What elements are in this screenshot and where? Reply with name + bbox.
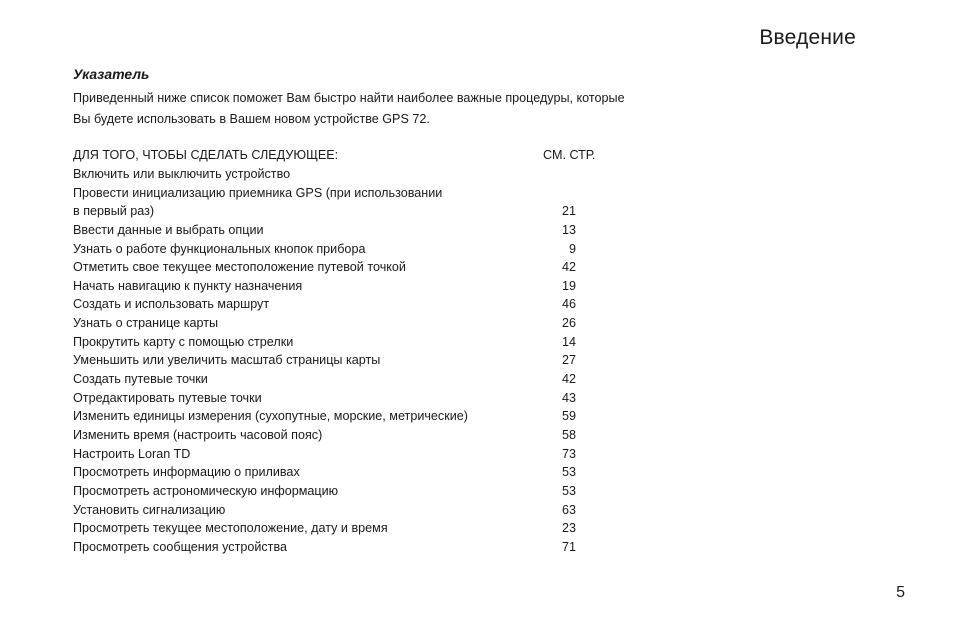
index-row-page: 13 — [561, 222, 576, 237]
index-row — [73, 165, 593, 184]
index-row — [73, 519, 593, 538]
index-row-text: Отредактировать путевые точки — [73, 390, 262, 405]
index-row-text: Отметить свое текущее местоположение путевой точкой — [73, 260, 406, 275]
index-row — [73, 426, 593, 445]
index-row-page: 19 — [561, 278, 576, 293]
index-row-text: Создать путевые точки — [73, 372, 208, 387]
intro-paragraph — [73, 88, 713, 130]
index-row-text: Установить сигнализацию — [73, 502, 226, 517]
index-row-text: Включить или выключить устройство — [73, 167, 291, 181]
index-row — [73, 295, 593, 314]
index-row — [73, 407, 593, 426]
index-row-text: Настроить Loran TD — [73, 446, 191, 461]
index-row — [73, 240, 593, 259]
index-row-page: 71 — [561, 539, 576, 554]
index-row-page: 23 — [561, 521, 576, 536]
index-row-text: Начать навигацию к пункту назначения — [73, 278, 303, 293]
index-row-text: в первый раз) — [73, 204, 155, 219]
index-row-page: 59 — [561, 409, 576, 424]
index-row-page: 43 — [561, 390, 576, 405]
index-row-page — [546, 184, 593, 203]
index-row — [73, 314, 593, 333]
intro-line: Вы будете использовать в Вашем новом устройстве GPS 72. — [73, 112, 430, 126]
index-row-text: Уменьшить или увеличить масштаб страницы карты — [73, 353, 381, 368]
index-row — [73, 482, 593, 501]
index-row-text: Провести инициализацию приемника GPS (при использовании — [73, 185, 443, 200]
index-row-page: 58 — [561, 427, 576, 442]
index-row — [73, 333, 593, 352]
index-row — [73, 221, 593, 240]
index-row — [73, 370, 593, 389]
index-row-page: 27 — [561, 353, 576, 368]
index-row-page: 42 — [561, 260, 576, 275]
index-row-text: Узнать о странице карты — [73, 316, 219, 331]
index-row — [73, 351, 593, 370]
index-row-page: 14 — [561, 334, 576, 349]
index-row — [73, 202, 593, 221]
index-row-page: 53 — [561, 465, 576, 480]
index-row-text: Просмотреть информацию о приливах — [73, 465, 300, 480]
index-list — [73, 165, 593, 556]
column-header-page: СМ. СТР. — [543, 148, 596, 162]
index-row-page: 46 — [561, 297, 576, 312]
index-row-page: 9 — [568, 241, 576, 256]
index-row-page: 63 — [561, 502, 576, 517]
index-row-text: Узнать о работе функциональных кнопок прибора — [73, 241, 366, 256]
index-row-text: Просмотреть астрономическую информацию — [73, 483, 339, 498]
index-row-text: Изменить единицы измерения (сухопутные, морские, метрические) — [73, 409, 468, 424]
index-row — [73, 258, 593, 277]
index-row-text: Просмотреть текущее местоположение, дату и время — [73, 521, 388, 536]
section-title: Указатель — [73, 66, 150, 82]
page-number: 5 — [896, 584, 905, 601]
index-row — [73, 389, 593, 408]
intro-line: Приведенный ниже список поможет Вам быстро найти наиболее важные процедуры, которые — [73, 91, 625, 105]
index-row-text: Просмотреть сообщения устройства — [73, 539, 288, 554]
index-row — [73, 538, 593, 557]
index-row-text: Прокрутить карту с помощью стрелки — [73, 334, 294, 349]
index-row — [73, 184, 593, 203]
index-row-page: 26 — [561, 316, 576, 331]
index-row-text: Ввести данные и выбрать опции — [73, 222, 264, 237]
index-row-page: 73 — [561, 446, 576, 461]
index-row-page — [546, 165, 593, 184]
index-row-page: 21 — [561, 204, 576, 219]
index-row — [73, 277, 593, 296]
page-header-title: Введение — [759, 26, 856, 49]
index-row — [73, 445, 593, 464]
index-row — [73, 463, 593, 482]
index-row-text: Создать и использовать маршрут — [73, 297, 270, 312]
index-row-page: 53 — [561, 483, 576, 498]
column-header-task: ДЛЯ ТОГО, ЧТОБЫ СДЕЛАТЬ СЛЕДУЮЩЕЕ: — [73, 148, 339, 162]
index-row-page: 42 — [561, 372, 576, 387]
index-row-text: Изменить время (настроить часовой пояс) — [73, 427, 323, 442]
index-row — [73, 501, 593, 520]
